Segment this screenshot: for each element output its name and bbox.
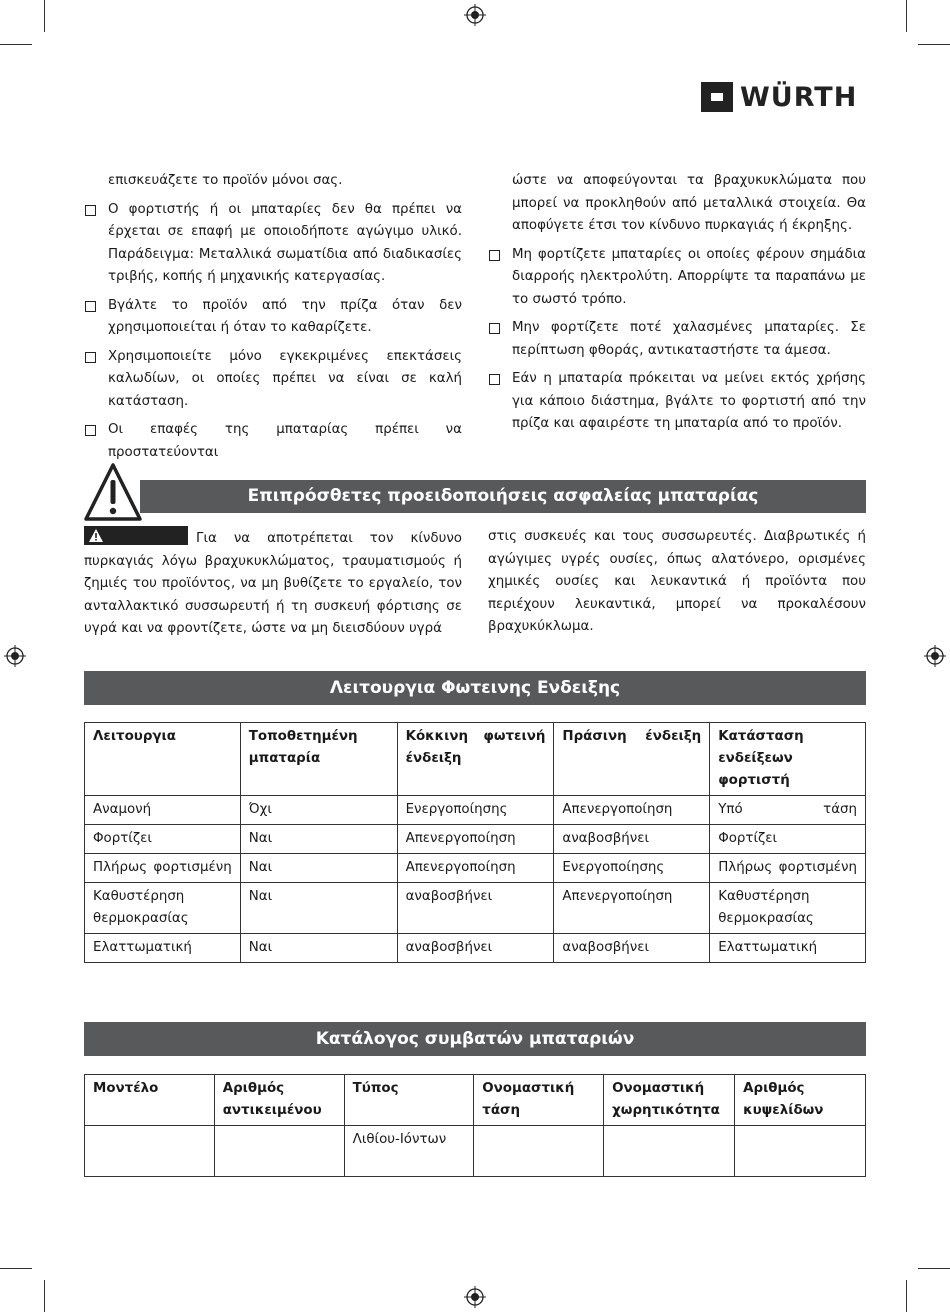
battery-safety-right <box>488 526 866 645</box>
column-header: Μοντέλο <box>85 1075 215 1126</box>
column-header: Αριθμός κυψελίδων <box>735 1075 866 1126</box>
crop-mark <box>0 1268 32 1269</box>
table-cell: αναβοσβήνει <box>397 934 554 963</box>
column-header: Ονομαστική τάση <box>474 1075 604 1126</box>
crop-mark <box>44 1280 45 1312</box>
table-cell <box>85 1126 215 1177</box>
table-cell: Ναι <box>240 883 397 934</box>
checkbox-bullet-icon <box>85 205 96 216</box>
checkbox-bullet-icon <box>85 352 96 363</box>
table-cell: Απενεργοποίηση <box>397 825 554 854</box>
bullet-item <box>84 419 462 464</box>
table-row <box>85 796 866 825</box>
crop-mark <box>906 0 907 32</box>
brand-name: WÜRTH <box>740 81 858 113</box>
table-row <box>85 825 866 854</box>
column-header: Αριθμός αντικειμένου <box>214 1075 344 1126</box>
table-cell: Ναι <box>240 934 397 963</box>
bullet-text: Βγάλτε το προϊόν από την πρίζα όταν δεν χρησιμοποιείται ή όταν το καθαρίζετε. <box>108 297 462 335</box>
led-function-table <box>84 722 866 963</box>
table-cell <box>474 1126 604 1177</box>
crop-mark <box>0 44 32 45</box>
table-cell: Φορτίζει <box>85 825 241 854</box>
table-cell: Όχι <box>240 796 397 825</box>
warning-label <box>84 526 188 545</box>
table-cell: Λιθίου-Ιόντων <box>344 1126 474 1177</box>
table-cell: αναβοσβήνει <box>554 825 710 854</box>
led-table-title: Λειτουργια Φωτεινης Ενδειξης <box>329 678 621 698</box>
checkbox-bullet-icon <box>489 250 500 261</box>
paragraph: ώστε να αποφεύγονται τα βραχυκυκλώματα που μπορεί να προκληθούν από μεταλλικά στοιχεία. Θα αποφύγετε έτσι τον κίνδυνο πυρκαγιάς ή έκρηξης. <box>512 173 866 233</box>
table-cell: Καθυστέρηση θερμοκρασίας <box>85 883 241 934</box>
crop-mark <box>918 1268 950 1269</box>
table-cell: Καθυστέρηση θερμοκρασίας <box>710 883 866 934</box>
column-header: Τοποθετημένη μπαταρία <box>240 723 397 796</box>
table-cell: Ελαττωματική <box>85 934 241 963</box>
paragraph: επισκευάζετε το προϊόν μόνοι σας. <box>108 173 343 188</box>
bullet-item <box>84 199 462 289</box>
table-cell: Ελαττωματική <box>710 934 866 963</box>
crop-mark <box>906 1280 907 1312</box>
crop-mark <box>918 44 950 45</box>
bullet-text: Ο φορτιστής ή οι μπαταρίες δεν θα πρέπει να έρχεται σε επαφή με οποιοδήποτε αγώγιμο υλικό. Παράδειγμα: Μεταλλικά σωματίδια από διαδικασίες τριβής, κοπής ή μηχανικής κατεργασίας. <box>108 201 462 284</box>
column-header: Τύπος <box>344 1075 474 1126</box>
intro-left-column <box>84 170 462 470</box>
brand-logo <box>700 80 857 114</box>
checkbox-bullet-icon <box>489 323 500 334</box>
table-cell: αναβοσβήνει <box>397 883 554 934</box>
bullet-text: Οι επαφές της μπαταρίας πρέπει να προστατεύονται <box>108 422 462 460</box>
column-header: Ονομαστική χωρητικότητα <box>604 1075 735 1126</box>
table-cell: Ενεργοποίησης <box>397 796 554 825</box>
table-cell <box>604 1126 735 1177</box>
battery-safety-heading <box>140 480 866 513</box>
bullet-text: Μην φορτίζετε ποτέ χαλασμένες μπαταρίες. Σε περίπτωση φθοράς, αντικαταστήστε τα άμεσα. <box>512 320 866 358</box>
table-cell: Ναι <box>240 854 397 883</box>
wurth-logo-icon <box>700 80 734 114</box>
led-table-heading <box>84 671 866 705</box>
table-row <box>85 854 866 883</box>
table-cell: Πλήρως φορτισμένη <box>85 854 241 883</box>
bullet-text: Χρησιμοποιείτε μόνο εγκεκριμένες επεκτάσεις καλωδίων, οι οποίες πρέπει να είναι σε καλή κατάσταση. <box>108 348 462 409</box>
table-row <box>85 883 866 934</box>
column-header: Κατάσταση ενδείξεων φορτιστή <box>710 723 866 796</box>
column-header: Λειτουργια <box>85 723 241 796</box>
compat-table-title: Κατάλογος συμβατών μπαταριών <box>315 1029 635 1049</box>
table-cell <box>214 1126 344 1177</box>
table-cell: Απενεργοποίηση <box>397 854 554 883</box>
checkbox-bullet-icon <box>85 301 96 312</box>
compat-table-heading <box>84 1022 866 1056</box>
battery-safety-left <box>84 526 462 647</box>
battery-safety-right-text: στις συσκευές και τους συσσωρευτές. Διαβρωτικές ή αγώγιμες υγρές ουσίες, όπως αλατόνερο, ορισμένες χημικές ουσίες και λευκαντικά ή προϊόντα που περιέχουν λευκαντικά, μπορεί να προκαλέσουν βραχυκύκλωμα. <box>488 529 866 634</box>
table-cell: Ενεργοποίησης <box>554 854 710 883</box>
table-cell: Απενεργοποίηση <box>554 883 710 934</box>
table-cell: Φορτίζει <box>710 825 866 854</box>
registration-mark-icon <box>464 4 486 26</box>
bullet-text: Εάν η μπαταρία πρόκειται να μείνει εκτός χρήσης για κάποιο διάστημα, βγάλτε το φορτιστή από την πρίζα και αφαιρέστε τη μπαταρία από το προϊόν. <box>512 371 866 431</box>
intro-right-column <box>488 170 866 442</box>
compatible-batteries-table <box>84 1074 866 1177</box>
bullet-item <box>84 346 462 414</box>
table-cell: Αναμονή <box>85 796 241 825</box>
battery-safety-title: Επιπρόσθετες προειδοποιήσεις ασφαλείας μπαταρίας <box>247 486 759 506</box>
checkbox-bullet-icon <box>489 374 500 385</box>
table-cell: Απενεργοποίηση <box>554 796 710 825</box>
bullet-text: Μη φορτίζετε μπαταρίες οι οποίες φέρουν σημάδια διαρροής ηλεκτρολύτη. Απορρίψτε τα παραπάνω με το σωστό τρόπο. <box>512 246 866 307</box>
table-row <box>85 934 866 963</box>
warning-triangle-icon <box>84 462 142 522</box>
small-warning-icon <box>88 528 104 543</box>
column-header: Κόκκινη φωτεινή ένδειξη <box>397 723 554 796</box>
bullet-item <box>488 368 866 436</box>
registration-mark-icon <box>4 645 26 667</box>
table-cell <box>735 1126 866 1177</box>
table-cell: Πλήρως φορτισμένη <box>710 854 866 883</box>
table-cell: Υπό τάση <box>710 796 866 825</box>
checkbox-bullet-icon <box>85 425 96 436</box>
bullet-item <box>488 317 866 362</box>
bullet-item <box>488 244 866 312</box>
registration-mark-icon <box>464 1286 486 1308</box>
registration-mark-icon <box>924 645 946 667</box>
battery-safety-left-text: Για να αποτρέπεται τον κίνδυνο πυρκαγιάς λόγω βραχυκυκλώματος, τραυματισμούς ή ζημιές του προϊόντος, να μη βυθίζετε το εργαλείο, τον ανταλλακτικό συσσωρευτή ή τη συσκευή φόρτισης σε υγρά και να φροντίζετε, ώστε να μη διεισδύουν υγρά <box>84 531 462 636</box>
table-row <box>85 1126 866 1177</box>
table-cell: αναβοσβήνει <box>554 934 710 963</box>
column-header: Πράσινη ένδειξη <box>554 723 710 796</box>
table-cell: Ναι <box>240 825 397 854</box>
crop-mark <box>44 0 45 32</box>
bullet-item <box>84 295 462 340</box>
